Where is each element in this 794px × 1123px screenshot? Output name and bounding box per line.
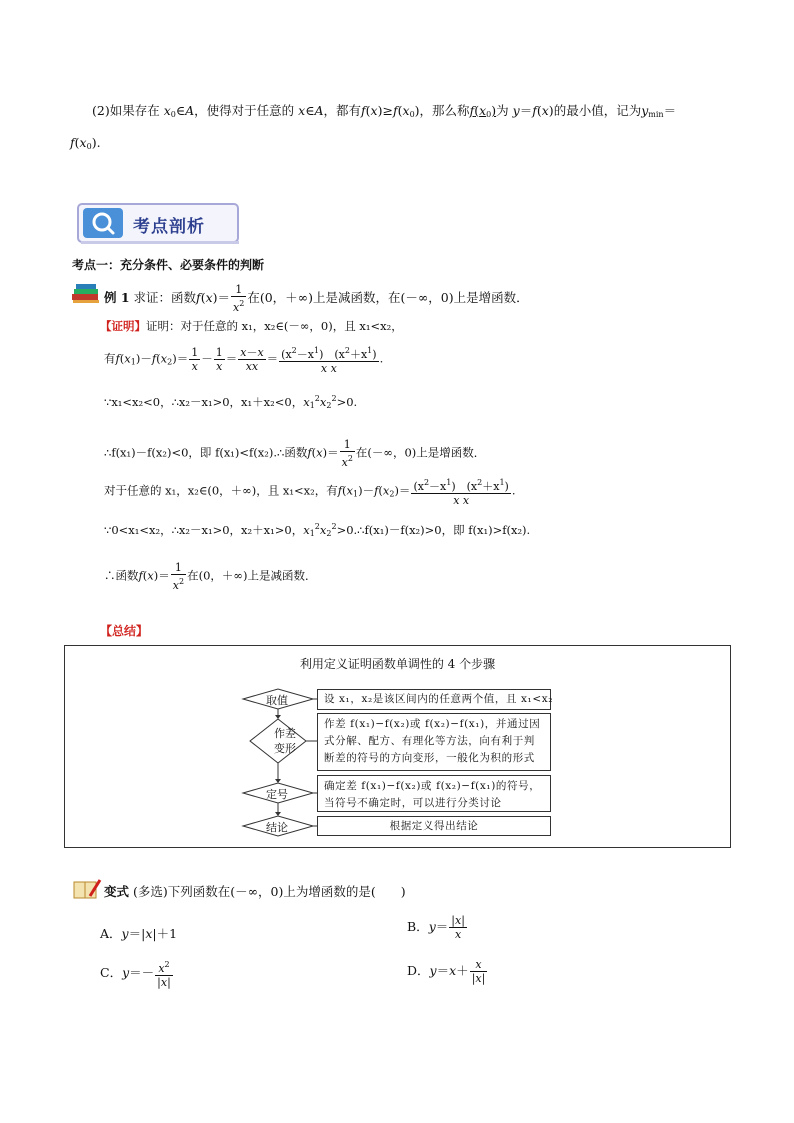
- magnifier-icon: [83, 208, 123, 238]
- step-3-label: 定号: [266, 788, 288, 801]
- summary-title: 利用定义证明函数单调性的 4 个步骤: [299, 657, 496, 671]
- option-a[interactable]: A．y＝|x|＋1: [100, 926, 178, 941]
- definition-paragraph-line2: $f(x_0)$.: [70, 135, 101, 151]
- proof-line-2: 有$f(x_1)-f(x_2)=$ $\frac{1}{x}$ － $\frac{1}{x}$ ＝ $\frac{x-x}{xx}$ ＝ $\frac{(x^2-x^1) (x^2+x^1)}{\text{x x}}$ .: [104, 346, 384, 375]
- proof-line-1: 【证明】证明：对于任意的 x₁，x₂∈(－∞，0)，且 x₁<x₂，: [100, 319, 403, 333]
- step-4-desc: 根据定义得出结论: [317, 816, 551, 836]
- example-1: 例 1 求证：函数f(x)＝ $\frac{1}{x^2}$ 在(0，＋∞)上是减函数，在(－∞，0)上是增函数．: [104, 283, 529, 314]
- option-b[interactable]: B．y＝ $\frac{|x|}{x}$: [407, 914, 465, 941]
- step-1-label: 取值: [266, 694, 288, 707]
- proof-line-6: ∵0<x₁<x₂，∴x₂－x₁>0，x₂＋x₁>0，$x_1^2x_2^2>0.\therefore f(x_1)-f(x_2)>0$，即 f(x₁)>f(x₂).: [104, 522, 531, 538]
- step-1-desc: 设 x₁，x₂是该区间内的任意两个值，且 x₁<x₂: [317, 689, 551, 710]
- proof-line-3: ∵x₁<x₂<0，∴x₂－x₁>0，x₁＋x₂<0，$x_1^2x_2^2>0$.: [104, 394, 358, 410]
- step-2-desc: 作差 f(x₁)−f(x₂)或 f(x₂)−f(x₁)，并通过因式分解、配方、有理化等方法，向有利于判断差的符号的方向变形，一般化为积的形式: [317, 713, 551, 771]
- step-4-label: 结论: [266, 821, 288, 834]
- step-2-label: 作差变形: [274, 727, 296, 755]
- variant-question: 变式 (多选)下列函数在(－∞，0)上为增函数的是( ): [104, 884, 406, 899]
- section-title: 考点剖析: [133, 217, 205, 237]
- option-d[interactable]: D．y＝x＋ $\frac{x}{|x|}$: [407, 958, 486, 985]
- topic-title: 考点一：充分条件、必要条件的判断: [72, 258, 265, 272]
- proof-line-7: ∴函数f(x)＝ $\frac{1}{x^2}$ 在(0，＋∞)上是减函数．: [104, 561, 317, 592]
- proof-line-4: ∴f(x₁)－f(x₂)<0，即 f(x₁)<f(x₂).∴函数f(x)＝ $\frac{1}{x^2}$ 在(－∞，0)上是增函数．: [104, 438, 486, 469]
- section-banner: [77, 203, 240, 245]
- summary-box: [64, 645, 731, 848]
- books-icon: [70, 282, 102, 307]
- notebook-icon: [72, 878, 102, 903]
- proof-line-5: 对于任意的 x₁，x₂∈(0，＋∞)，且 x₁<x₂，有$f(x_1)-f(x_2)=$ $\frac{(x^2-x^1) (x^2+x^1)}{\text{x x}}$ .: [104, 478, 516, 507]
- option-c[interactable]: C．y＝－ $\frac{x^2}{|x|}$: [100, 960, 171, 989]
- definition-paragraph: (2)如果存在 $x_0\in A$，使得对于任意的 x∈A，都有$f(x)\ge f(x_0)$，那么称$f(x_0)$为 y＝f(x)的最小值，记为$y_{min}=$: [92, 103, 677, 119]
- summary-label: 【总结】: [100, 624, 149, 638]
- step-3-desc: 确定差 f(x₁)−f(x₂)或 f(x₂)−f(x₁)的符号，当符号不确定时，可以进行分类讨论: [317, 775, 551, 812]
